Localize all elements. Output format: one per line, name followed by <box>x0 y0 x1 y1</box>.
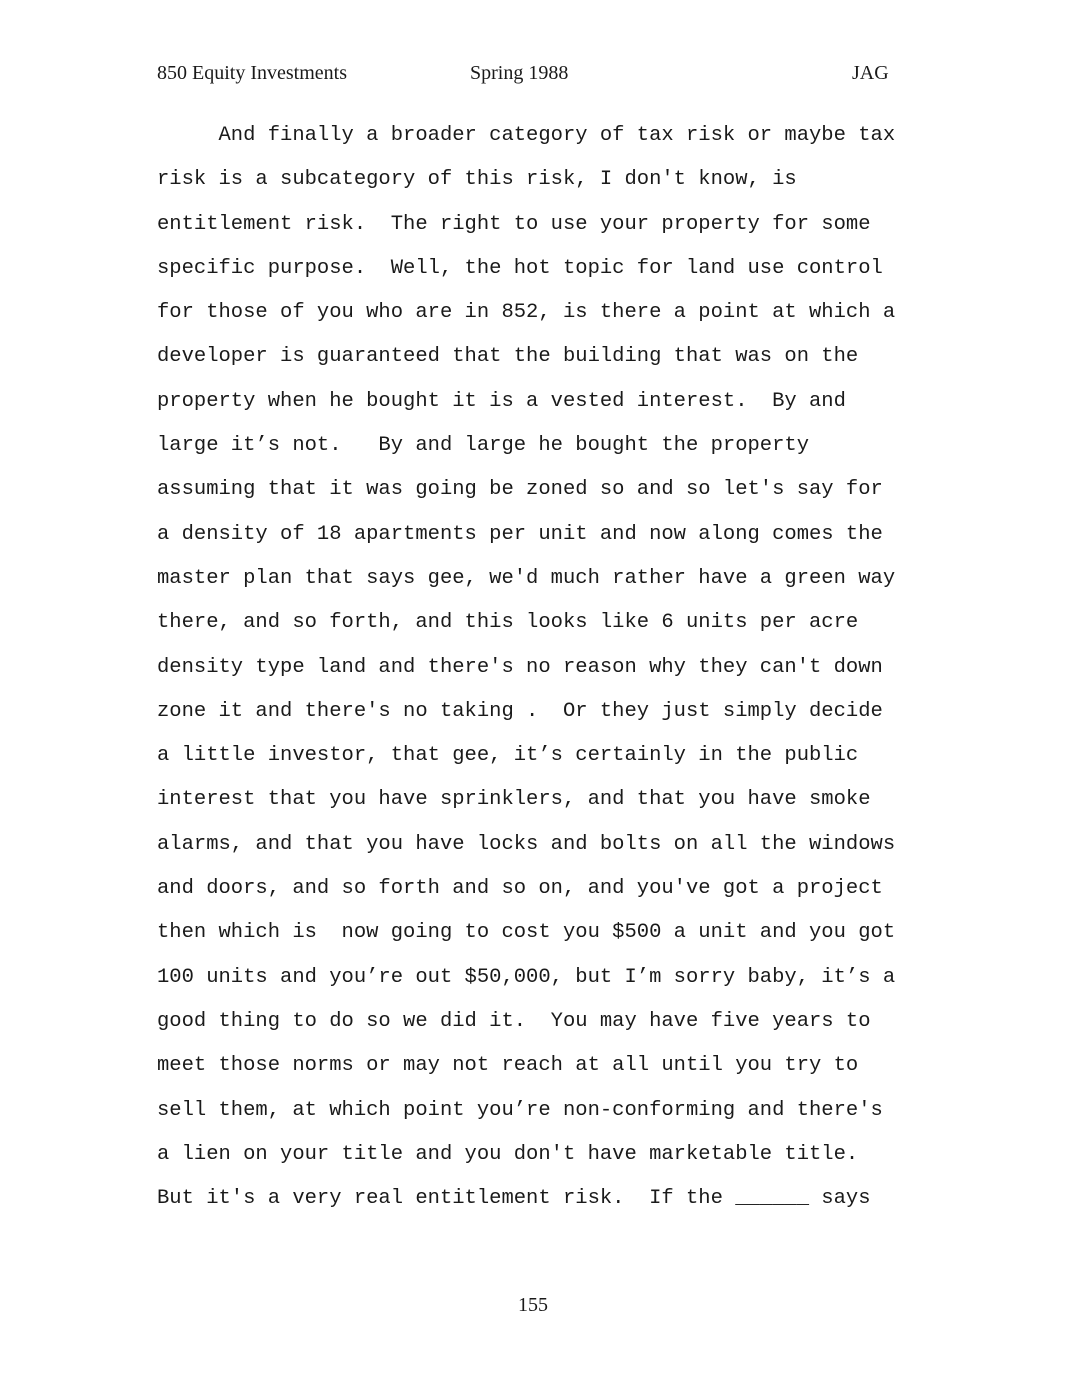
text-line: alarms, and that you have locks and bolts on all the windows <box>157 832 896 856</box>
text-line: for those of you who are in 852, is there a point at which a <box>157 301 896 325</box>
text-line: large it’s not. By and large he bought the property <box>157 434 810 458</box>
text-line: and doors, and so forth and so on, and you've got a project <box>157 877 883 901</box>
text-line: 100 units and you’re out $50,000, but I’m sorry baby, it’s a <box>157 965 896 989</box>
text-line: zone it and there's no taking . Or they just simply decide <box>157 699 883 723</box>
text-line: risk is a subcategory of this risk, I don't know, is <box>157 168 797 192</box>
text-line: master plan that says gee, we'd much rather have a green way <box>157 566 896 590</box>
transcript-body <box>157 114 917 1221</box>
text-line: property when he bought it is a vested interest. By and <box>157 389 846 413</box>
term-label: Spring 1988 <box>470 62 569 84</box>
text-line: But it's a very real entitlement risk. If the ______ says <box>157 1187 871 1211</box>
text-line: entitlement risk. The right to use your property for some <box>157 212 871 236</box>
text-line: interest that you have sprinklers, and that you have smoke <box>157 788 871 812</box>
text-line: assuming that it was going be zoned so and so let's say for <box>157 478 883 502</box>
text-line: there, and so forth, and this looks like 6 units per acre <box>157 611 859 635</box>
author-initials: JAG <box>852 62 889 84</box>
text-line: a little investor, that gee, it’s certainly in the public <box>157 744 859 768</box>
page-header <box>0 62 1066 92</box>
text-line: developer is guaranteed that the building that was on the <box>157 345 859 369</box>
text-line: a lien on your title and you don't have marketable title. <box>157 1142 859 1166</box>
text-line: sell them, at which point you’re non-conforming and there's <box>157 1098 883 1122</box>
text-line: specific purpose. Well, the hot topic for land use control <box>157 256 883 280</box>
course-title: 850 Equity Investments <box>157 62 347 84</box>
page-number: 155 <box>518 1294 548 1316</box>
text-line: then which is now going to cost you $500 a unit and you got <box>157 921 896 945</box>
text-line: a density of 18 apartments per unit and now along comes the <box>157 522 883 546</box>
text-line: meet those norms or may not reach at all until you try to <box>157 1054 859 1078</box>
text-line: And finally a broader category of tax risk or maybe tax <box>157 124 896 147</box>
text-line: good thing to do so we did it. You may have five years to <box>157 1009 871 1033</box>
text-line: density type land and there's no reason why they can't down <box>157 655 883 679</box>
